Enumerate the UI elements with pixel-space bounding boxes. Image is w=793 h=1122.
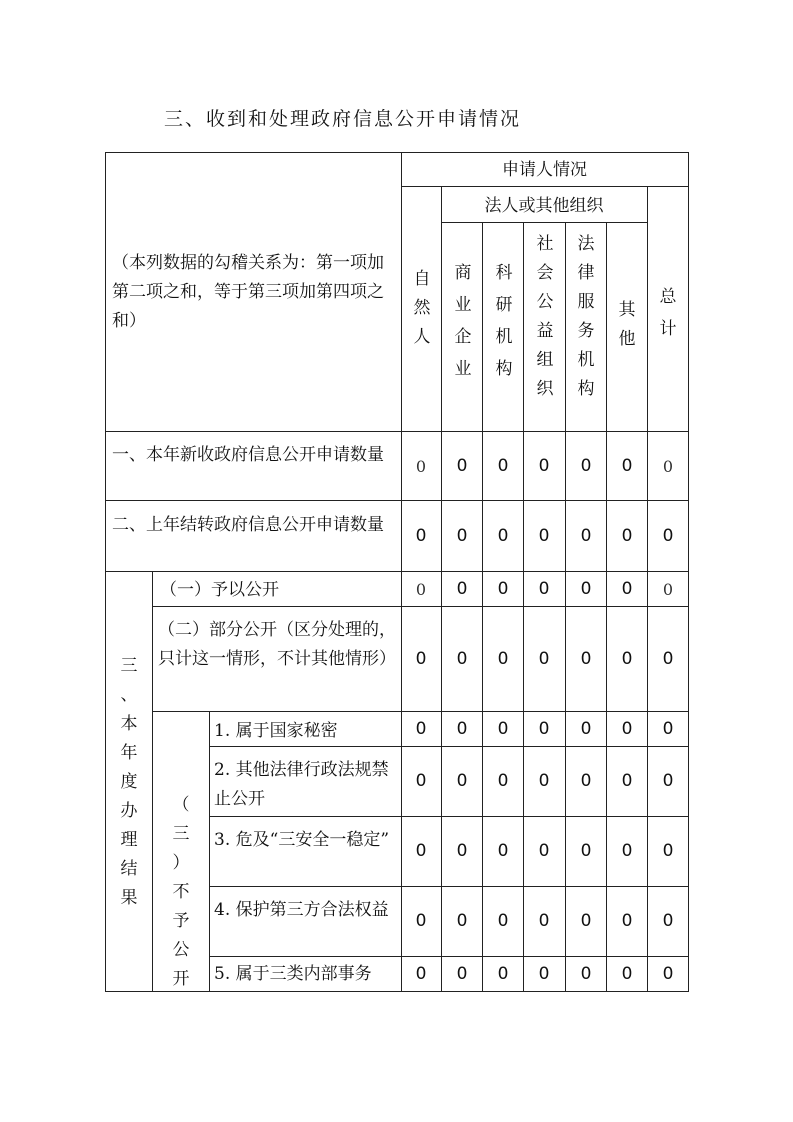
value-r3c5-other: 0 <box>621 963 633 984</box>
row-label-new-applications: 一、本年新收政府信息公开申请数量 <box>112 445 384 465</box>
value-r3c4-other: 0 <box>621 911 633 931</box>
value-r1-natural-person: 0 <box>415 456 427 476</box>
value-r3c1-commercial: 0 <box>456 718 468 739</box>
row-label-state-secret: 1. 属于国家秘密 <box>214 721 338 741</box>
value-r3c2-legal-service: 0 <box>580 771 592 791</box>
col-natural-person: 自 然 人 <box>413 269 431 347</box>
section-processing-results: 三 、 本 年 度 办 理 结 果 <box>120 656 138 908</box>
value-r3c3-natural-person: 0 <box>415 841 427 861</box>
value-r2-other: 0 <box>621 525 633 546</box>
value-r3b-legal-service: 0 <box>580 648 592 669</box>
value-r3c3-other: 0 <box>621 841 633 861</box>
value-r3c1-legal-service: 0 <box>580 718 592 739</box>
value-r3b-public-welfare: 0 <box>538 648 550 669</box>
value-r3c1-public-welfare: 0 <box>538 718 550 739</box>
value-r3c1-natural-person: 0 <box>415 718 427 739</box>
header-legal-person-group: 法人或其他组织 <box>484 196 604 216</box>
col-legal-service: 法 律 服 务 机 构 <box>577 234 595 399</box>
value-r3c2-commercial: 0 <box>456 771 468 791</box>
value-r2-total: 0 <box>662 525 674 546</box>
row-label-endangers-security: 3. 危及“三安全一稳定” <box>214 830 390 850</box>
value-r3c3-public-welfare: 0 <box>538 841 550 861</box>
value-r3c4-research: 0 <box>497 911 509 931</box>
value-r3c1-research: 0 <box>497 718 509 739</box>
value-r3c2-public-welfare: 0 <box>538 771 550 791</box>
value-r2-legal-service: 0 <box>580 525 592 546</box>
value-r3c3-commercial: 0 <box>456 841 468 861</box>
row-label-partially-disclosed: （二）部分公开（区分处理的，只计这一情形，不计其他情形） <box>158 620 396 669</box>
value-r3b-total: 0 <box>662 648 674 669</box>
col-total: 总 计 <box>659 287 677 339</box>
value-r3a-legal-service: 0 <box>580 578 592 599</box>
value-r2-natural-person: 0 <box>415 525 427 546</box>
value-r3c2-research: 0 <box>497 771 509 791</box>
value-r3c2-other: 0 <box>621 771 633 791</box>
value-r3c5-legal-service: 0 <box>580 963 592 984</box>
col-other: 其 他 <box>618 300 636 349</box>
value-r3c2-total: 0 <box>662 771 674 791</box>
value-r2-commercial: 0 <box>456 525 468 546</box>
group-not-disclosed: （ 三 ） 不 予 公 开 <box>172 795 190 989</box>
value-r3c4-total: 0 <box>662 911 674 931</box>
value-r1-commercial: 0 <box>456 455 468 476</box>
value-r1-research: 0 <box>497 455 509 476</box>
header-note: （本列数据的勾稽关系为：第一项加第二项之和，等于第三项加第四项之和） <box>112 253 384 331</box>
value-r3c3-legal-service: 0 <box>580 841 592 861</box>
value-r3a-research: 0 <box>497 578 509 599</box>
value-r3c4-natural-person: 0 <box>415 911 427 931</box>
value-r3c3-total: 0 <box>662 841 674 861</box>
value-r1-public-welfare: 0 <box>538 455 550 476</box>
value-r3a-commercial: 0 <box>456 578 468 599</box>
col-research: 科 研 机 构 <box>495 263 513 379</box>
value-r3c1-total: 0 <box>662 718 674 739</box>
header-applicant-situation: 申请人情况 <box>502 160 587 180</box>
row-label-carried-over: 二、上年结转政府信息公开申请数量 <box>112 515 384 535</box>
value-r3c5-natural-person: 0 <box>415 963 427 984</box>
section-heading: 三、收到和处理政府信息公开申请情况 <box>164 108 522 130</box>
value-r3b-natural-person: 0 <box>415 648 427 669</box>
value-r3b-research: 0 <box>497 648 509 669</box>
value-r2-research: 0 <box>497 525 509 546</box>
value-r3b-other: 0 <box>621 648 633 669</box>
value-r3a-public-welfare: 0 <box>538 578 550 599</box>
value-r3c5-research: 0 <box>497 963 509 984</box>
row-label-internal-affairs: 5. 属于三类内部事务 <box>214 964 372 984</box>
value-r1-legal-service: 0 <box>580 455 592 476</box>
value-r3c2-natural-person: 0 <box>415 771 427 791</box>
value-r3c3-research: 0 <box>497 841 509 861</box>
col-commercial: 商 业 企 业 <box>454 263 472 379</box>
value-r3a-other: 0 <box>621 578 633 599</box>
value-r3a-natural-person: 0 <box>415 579 427 599</box>
value-r3c4-legal-service: 0 <box>580 911 592 931</box>
value-r3c5-commercial: 0 <box>456 963 468 984</box>
col-public-welfare: 社 会 公 益 组 织 <box>536 234 554 399</box>
row-label-prohibited-by-law: 2. 其他法律行政法规禁止公开 <box>214 760 389 809</box>
value-r3a-total: 0 <box>662 579 674 599</box>
value-r3c4-commercial: 0 <box>456 911 468 931</box>
value-r3b-commercial: 0 <box>456 648 468 669</box>
row-label-disclosed: （一）予以公开 <box>160 580 279 600</box>
value-r1-total: 0 <box>662 456 674 476</box>
value-r2-public-welfare: 0 <box>538 525 550 546</box>
value-r3c4-public-welfare: 0 <box>538 911 550 931</box>
value-r3c1-other: 0 <box>621 718 633 739</box>
value-r1-other: 0 <box>621 455 633 476</box>
value-r3c5-public-welfare: 0 <box>538 963 550 984</box>
value-r3c5-total: 0 <box>662 963 674 984</box>
row-label-third-party-rights: 4. 保护第三方合法权益 <box>214 900 389 920</box>
